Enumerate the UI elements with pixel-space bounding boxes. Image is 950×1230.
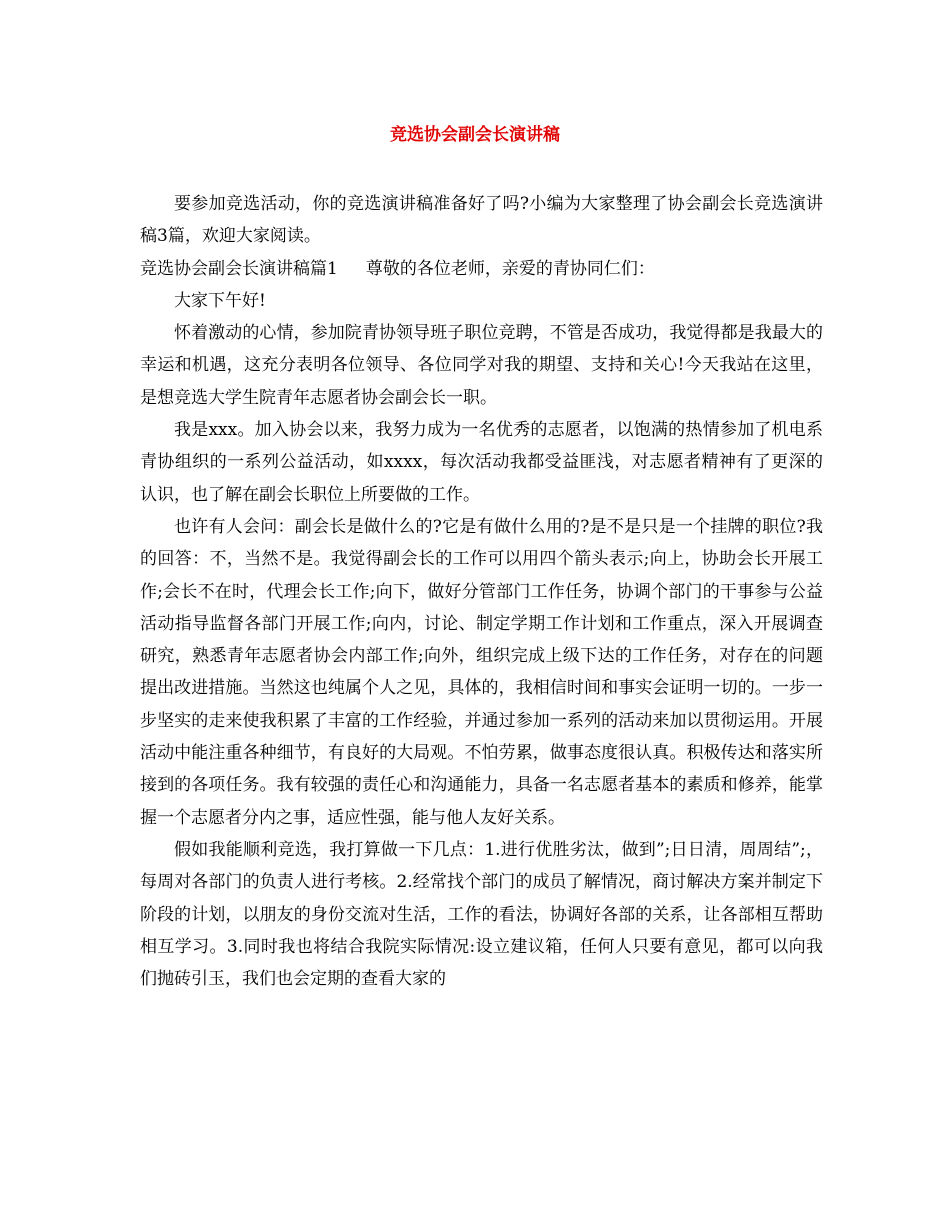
salutation: 尊敬的各位老师，亲爱的青协同仁们： <box>365 258 655 279</box>
section-heading: 竞选协会副会长演讲稿篇1 <box>140 258 338 279</box>
intro-paragraph: 要参加竞选活动，你的竞选演讲稿准备好了吗?小编为大家整理了协会副会长竞选演讲稿3篇，欢迎大家阅读。 <box>140 194 823 247</box>
paragraph-4: 假如我能顺利竞选，我打算做一下几点：1.进行优胜劣汰，做到”;日日清，周周结”;，每周对各部门的负责人进行考核。2.经常找个部门的成员了解情况，商讨解决方案并制定下阶段的计划，以朋友的身份交流对生活，工作的看法，协调好各部的关系，让各部相互帮助相互学习。3.同时我也将结合我院实际情况:设立建议箱，任何人只要有意见，都可以向我们抛砖引玉，我们也会定期的查看大家的 <box>140 839 823 990</box>
paragraph-3: 也许有人会问：副会长是做什么的?它是有做什么用的?是不是只是一个挂牌的职位?我的回答：不，当然不是。我觉得副会长的工作可以用四个箭头表示;向上，协助会长开展工作;会长不在时，代理会长工作;向下，做好分管部门工作任务，协调个部门的干事参与公益活动指导监督各部门开展工作;向内，讨论、制定学期工作计划和工作重点，深入开展调查研究，熟悉青年志愿者协会内部工作;向外，组织完成上级下达的工作任务，对存在的问题提出改进措施。当然这也纯属个人之见，具体的，我相信时间和事实会证明一切的。一步一步坚实的走来使我积累了丰富的工作经验，并通过参加一系列的活动来加以贯彻运用。开展活动中能注重各种细节，有良好的大局观。不怕劳累，做事态度很认真。积极传达和落实所接到的各项任务。我有较强的责任心和沟通能力，具备一名志愿者基本的素质和修养，能掌握一个志愿者分内之事，适应性强，能与他人友好关系。 <box>140 516 823 828</box>
document-title: 竞选协会副会长演讲稿 <box>390 125 560 145</box>
section-heading-line <box>140 253 823 285</box>
document-body <box>140 188 823 995</box>
paragraph-1: 怀着激动的心情，参加院青协领导班子职位竞聘，不管是否成功，我觉得都是我最大的幸运和机遇，这充分表明各位领导、各位同学对我的期望、支持和关心!今天我站在这里，是想竞选大学生院青年志愿者协会副会长一职。 <box>140 323 823 408</box>
paragraph-2: 我是xxx。加入协会以来，我努力成为一名优秀的志愿者，以饱满的热情参加了机电系青协组织的一系列公益活动，如xxxx，每次活动我都受益匪浅，对志愿者精神有了更深的认识，也了解在副会长职位上所要做的工作。 <box>140 420 823 505</box>
greeting: 大家下午好! <box>174 290 266 311</box>
